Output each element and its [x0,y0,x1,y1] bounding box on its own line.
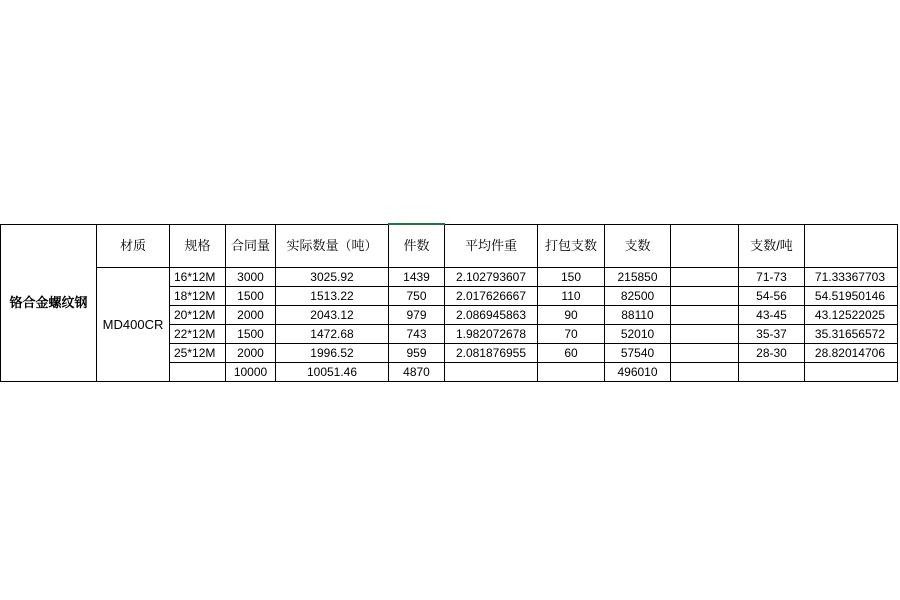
cell-per-ton[interactable]: 43.12522025 [805,306,898,325]
total-blank[interactable] [671,363,739,382]
header-count-per-ton[interactable]: 支数/吨 [739,224,805,268]
cell-bundle-count[interactable]: 90 [538,306,605,325]
cell-actual[interactable]: 1996.52 [276,344,389,363]
total-actual[interactable]: 10051.46 [276,363,389,382]
cell-avg-weight[interactable]: 1.982072678 [445,325,538,344]
total-spec[interactable] [170,363,226,382]
header-blank-2[interactable] [805,224,898,268]
header-pieces[interactable]: 件数 [389,224,445,268]
cell-spec[interactable]: 25*12M [170,344,226,363]
total-pieces[interactable]: 4870 [389,363,445,382]
cell-blank[interactable] [671,268,739,287]
cell-actual[interactable]: 1513.22 [276,287,389,306]
header-blank[interactable] [671,224,739,268]
cell-pieces[interactable]: 1439 [389,268,445,287]
cell-count[interactable]: 57540 [605,344,671,363]
header-avg-weight[interactable]: 平均件重 [445,224,538,268]
total-contract[interactable]: 10000 [226,363,276,382]
cell-pieces[interactable]: 743 [389,325,445,344]
total-count[interactable]: 496010 [605,363,671,382]
header-bundle-count[interactable]: 打包支数 [538,224,605,268]
cell-count[interactable]: 82500 [605,287,671,306]
cell-actual[interactable]: 3025.92 [276,268,389,287]
cell-per-ton[interactable]: 71.33367703 [805,268,898,287]
total-bundle-count[interactable] [538,363,605,382]
cell-per-ton[interactable]: 35.31656572 [805,325,898,344]
cell-contract[interactable]: 1500 [226,325,276,344]
cell-contract[interactable]: 2000 [226,306,276,325]
header-actual[interactable]: 实际数量（吨） [276,224,389,268]
cell-range[interactable]: 54-56 [739,287,805,306]
cell-contract[interactable]: 2000 [226,344,276,363]
cell-count[interactable]: 88110 [605,306,671,325]
cell-contract[interactable]: 3000 [226,268,276,287]
cell-bundle-count[interactable]: 70 [538,325,605,344]
header-row [1,224,898,268]
cell-avg-weight[interactable]: 2.102793607 [445,268,538,287]
cell-spec[interactable]: 20*12M [170,306,226,325]
cell-per-ton[interactable]: 54.51950146 [805,287,898,306]
cell-actual[interactable]: 2043.12 [276,306,389,325]
cell-avg-weight[interactable]: 2.081876955 [445,344,538,363]
material-cell[interactable]: MD400CR [97,268,170,382]
cell-blank[interactable] [671,325,739,344]
cell-blank[interactable] [671,344,739,363]
cell-blank[interactable] [671,287,739,306]
cell-pieces[interactable]: 959 [389,344,445,363]
total-per-ton[interactable] [805,363,898,382]
cell-count[interactable]: 52010 [605,325,671,344]
header-count[interactable]: 支数 [605,224,671,268]
header-contract[interactable]: 合同量 [226,224,276,268]
header-material[interactable]: 材质 [97,224,170,268]
cell-spec[interactable]: 16*12M [170,268,226,287]
cell-pieces[interactable]: 979 [389,306,445,325]
cell-bundle-count[interactable]: 110 [538,287,605,306]
total-range[interactable] [739,363,805,382]
product-title-cell[interactable]: 铬合金螺纹钢 [1,224,97,382]
cell-range[interactable]: 28-30 [739,344,805,363]
cell-count[interactable]: 215850 [605,268,671,287]
cell-pieces[interactable]: 750 [389,287,445,306]
cell-spec[interactable]: 18*12M [170,287,226,306]
cell-bundle-count[interactable]: 150 [538,268,605,287]
cell-avg-weight[interactable]: 2.086945863 [445,306,538,325]
table-row [1,268,898,287]
cell-blank[interactable] [671,306,739,325]
spreadsheet-table [0,223,898,382]
cell-spec[interactable]: 22*12M [170,325,226,344]
cell-contract[interactable]: 1500 [226,287,276,306]
cell-per-ton[interactable]: 28.82014706 [805,344,898,363]
total-avg-weight[interactable] [445,363,538,382]
cell-range[interactable]: 43-45 [739,306,805,325]
header-spec[interactable]: 规格 [170,224,226,268]
cell-range[interactable]: 71-73 [739,268,805,287]
cell-bundle-count[interactable]: 60 [538,344,605,363]
cell-actual[interactable]: 1472.68 [276,325,389,344]
cell-range[interactable]: 35-37 [739,325,805,344]
cell-avg-weight[interactable]: 2.017626667 [445,287,538,306]
